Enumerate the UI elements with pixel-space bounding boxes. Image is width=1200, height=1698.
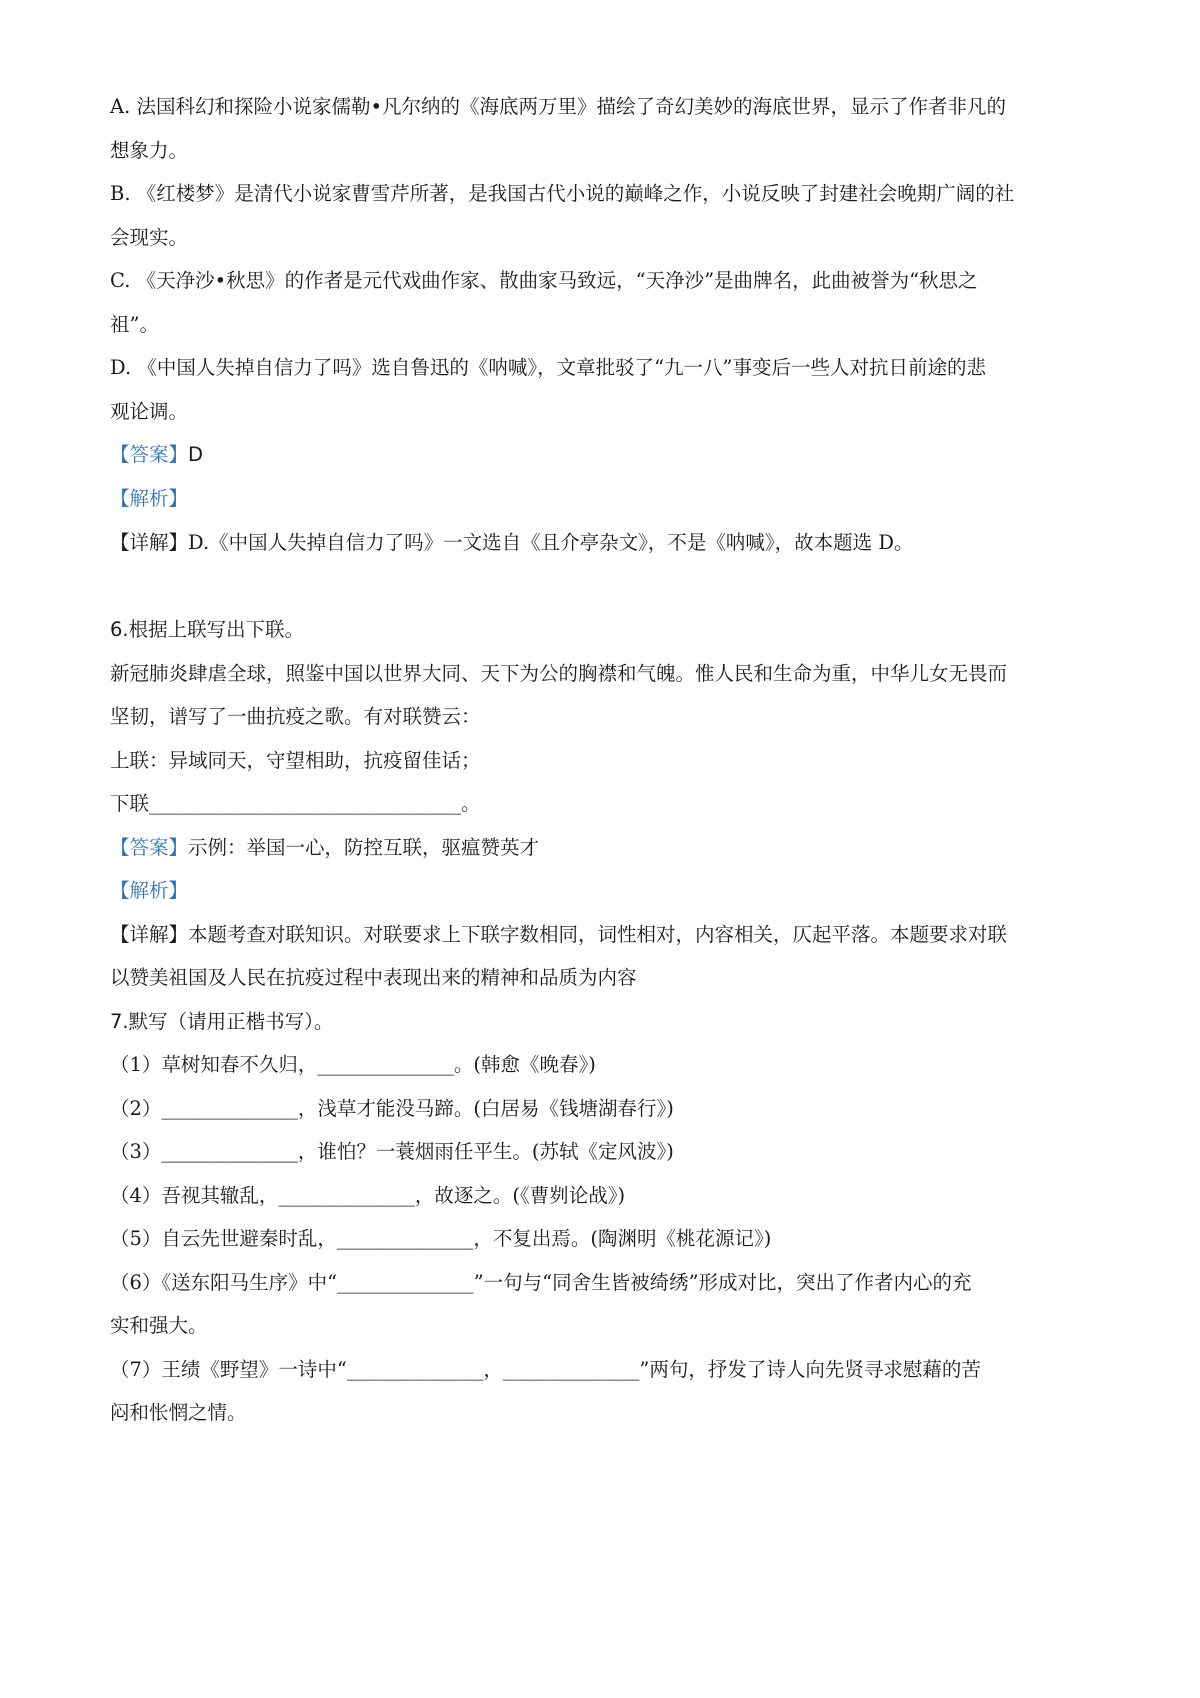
detail-text: D.《中国人失掉自信力了吗》一文选自《且介亭杂文》，不是《呐喊》，故本题选 D。 [188, 531, 914, 554]
q6-detail-line1 [110, 922, 1110, 948]
q7-item-6-line1: （6）《送东阳马生序》中“______________”一句与“同舍生皆被绮绣”形成对比，突出了作者内心的充 [110, 1271, 972, 1294]
q6-title: 6.根据上联写出下联。 [110, 618, 305, 641]
answer-label: 【答案】 [110, 836, 189, 859]
answer-value: 示例：举国一心，防控互联，驱瘟赞英才 [188, 836, 540, 859]
q6-context-line1: 新冠肺炎肆虐全球，照鉴中国以世界大同、天下为公的胸襟和气魄。惟人民和生命为重，中华儿女无畏而 [110, 662, 1008, 685]
q7-item-2: （2）______________，浅草才能没马蹄。(白居易《钱塘湖春行》) [110, 1097, 674, 1120]
q7-item-6-line2: 实和强大。 [110, 1314, 208, 1337]
detail-label: 【详解】 [110, 923, 189, 946]
q5-option-d-line2: 观论调。 [110, 400, 189, 423]
detail-text: 本题考查对联知识。对联要求上下联字数相同，词性相对，内容相关，仄起平落。本题要求对联 [188, 923, 1008, 946]
answer-value: D [188, 443, 204, 466]
q5-analysis [110, 486, 1110, 512]
q7-item-1: （1）草树知春不久归，______________。(韩愈《晚春》) [110, 1053, 596, 1076]
q6-answer [110, 835, 1110, 861]
analysis-label: 【解析】 [110, 487, 189, 510]
analysis-label: 【解析】 [110, 879, 189, 902]
q7-item-7-line1: （7）王绩《野望》一诗中“______________，______________”两句，抒发了诗人向先贤寻求慰藉的苦 [110, 1358, 981, 1381]
q7-item-5: （5）自云先世避秦时乱，______________，不复出焉。(陶渊明《桃花源记》) [110, 1227, 772, 1250]
q7-title: 7.默写（请用正楷书写）。 [110, 1010, 334, 1033]
q7-item-7-line2: 闷和怅惘之情。 [110, 1401, 247, 1424]
q5-option-c-line1: C. 《天净沙•秋思》的作者是元代戏曲作家、散曲家马致远，“天净沙”是曲牌名，此曲被誉为“秋思之 [110, 269, 978, 292]
q5-detail [110, 530, 1110, 556]
answer-label: 【答案】 [110, 443, 189, 466]
q6-lower-couplet: 下联________________________________。 [110, 792, 481, 815]
q6-analysis [110, 878, 1110, 904]
q5-option-a-line2: 想象力。 [110, 139, 189, 162]
q6-detail-line2: 以赞美祖国及人民在抗疫过程中表现出来的精神和品质为内容 [110, 966, 637, 989]
q5-option-d-line1: D. 《中国人失掉自信力了吗》选自鲁迅的《呐喊》，文章批驳了“九一八”事变后一些人对抗日前途的悲 [110, 356, 987, 379]
q7-item-3: （3）______________，谁怕？一蓑烟雨任平生。(苏轼《定风波》) [110, 1140, 674, 1163]
q6-upper-couplet: 上联：异域同天，守望相助，抗疫留佳话； [110, 749, 481, 772]
q5-option-a-line1: A. 法国科幻和探险小说家儒勒•凡尔纳的《海底两万里》描绘了奇幻美妙的海底世界，显示了作者非凡的 [110, 95, 1006, 118]
q6-context-line2: 坚韧，谱写了一曲抗疫之歌。有对联赞云： [110, 705, 481, 728]
q5-option-b-line1: B. 《红楼梦》是清代小说家曹雪芹所著，是我国古代小说的巅峰之作，小说反映了封建社会晚期广阔的社 [110, 182, 1015, 205]
q5-option-c-line2: 祖”。 [110, 313, 159, 336]
q7-item-4: （4）吾视其辙乱，______________，故逐之。(《曹刿论战》) [110, 1184, 626, 1207]
q5-option-b-line2: 会现实。 [110, 226, 189, 249]
q5-answer [110, 442, 1110, 468]
detail-label: 【详解】 [110, 531, 189, 554]
